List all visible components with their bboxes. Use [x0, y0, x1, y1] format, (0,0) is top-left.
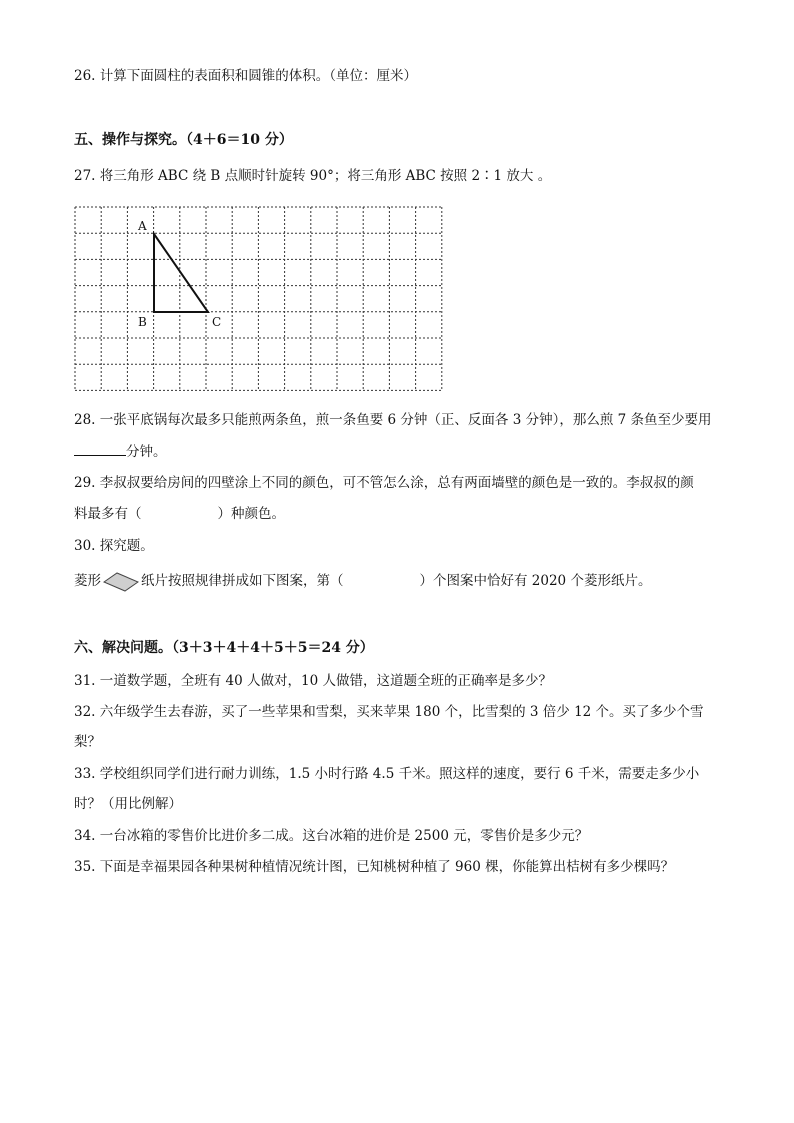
question-30-text-c: ）个图案中恰好有 2020 个菱形纸片。 [419, 573, 652, 589]
question-29-text-b: ）种颜色。 [217, 506, 285, 522]
question-33-line2: 时？（用比例解） [74, 796, 182, 812]
question-28-line2 [74, 441, 167, 462]
triangle-grid [74, 206, 446, 394]
question-29-line2 [74, 504, 285, 524]
question-31: 31. 一道数学题，全班有 40 人做对，10 人做错，这道题全班的正确率是多少？ [74, 673, 552, 689]
question-30: 30. 探究题。 [74, 538, 154, 554]
question-33-line1: 33. 学校组织同学们进行耐力训练，1.5 小时行路 4.5 千米。照这样的速度，要行 6 千米，需要走多少小 [74, 766, 700, 782]
question-27: 27. 将三角形 ABC 绕 B 点顺时针旋转 90°；将三角形 ABC 按照 2∶1 放大 。 [74, 168, 552, 184]
question-35: 35. 下面是幸福果园各种果树种植情况统计图，已知桃树种植了 960 棵，你能算出桔树有多少棵吗？ [74, 859, 675, 875]
section-6-heading: 六、解决问题。（3＋3＋4＋4＋5＋5＝24 分） [74, 640, 374, 656]
question-30-text [74, 570, 651, 592]
question-29-text-a: 料最多有（ [74, 506, 142, 522]
question-30-text-a: 菱形 [74, 573, 101, 589]
question-32-line2: 梨？ [74, 734, 101, 750]
triangle-abc [154, 234, 208, 312]
question-34: 34. 一台冰箱的零售价比进价多二成。这台冰箱的进价是 2500 元，零售价是多少元？ [74, 828, 589, 844]
vertex-c-label: C [212, 315, 222, 329]
question-28-unit: 分钟。 [126, 444, 167, 460]
question-32-line1: 32. 六年级学生去春游，买了一些苹果和雪梨，买来苹果 180 个，比雪梨的 3 倍少 12 个。买了多少个雪 [74, 704, 704, 720]
question-29-line1: 29. 李叔叔要给房间的四壁涂上不同的颜色，可不管怎么涂，总有两面墙壁的颜色是一致的。李叔叔的颜 [74, 475, 694, 491]
vertex-b-label: B [138, 315, 147, 329]
vertex-a-label: A [138, 219, 147, 233]
rhombus-icon [103, 572, 139, 592]
question-28-line1: 28. 一张平底锅每次最多只能煎两条鱼，煎一条鱼要 6 分钟（正、反面各 3 分钟），那么煎 7 条鱼至少要用 [74, 412, 712, 428]
question-30-text-b: 纸片按照规律拼成如下图案，第（ [141, 573, 344, 589]
question-26: 26. 计算下面圆柱的表面积和圆锥的体积。（单位：厘米） [74, 68, 418, 84]
answer-blank[interactable] [74, 441, 126, 456]
section-5-heading: 五、操作与探究。（4＋6＝10 分） [74, 132, 293, 148]
